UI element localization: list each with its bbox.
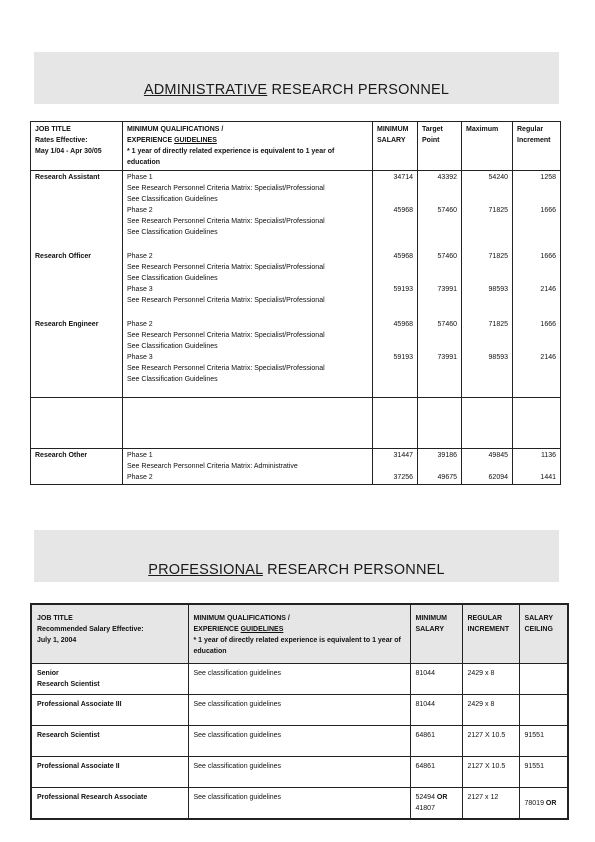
spacer [377, 341, 413, 352]
job-title-cell: Research Assistant [35, 174, 100, 181]
salary-value: 57460 [437, 207, 457, 214]
empty-cell [373, 398, 418, 449]
salary-value: 54240 [488, 174, 508, 181]
spacer [466, 330, 508, 341]
spacer [517, 194, 556, 205]
spacer [422, 295, 457, 306]
maximum-cell [462, 171, 513, 251]
min-salary-cell [410, 695, 462, 726]
regular-increment-cell: 2429 x 8 [462, 664, 519, 695]
spacer [422, 330, 457, 341]
spacer [517, 363, 556, 374]
spacer [422, 273, 457, 284]
salary-value: 71825 [488, 321, 508, 328]
guideline-note: See Classification Guidelines [127, 376, 218, 383]
guideline-note: See Classification Guidelines [127, 196, 218, 203]
blank-row [31, 398, 561, 449]
professional-salary-table [30, 603, 569, 820]
table-row [31, 449, 561, 485]
maximum-cell [462, 318, 513, 398]
admin-section-banner [34, 52, 559, 104]
job-title-line: Professional Associate II [37, 763, 120, 770]
phase-label: Phase 1 [127, 452, 153, 459]
phase-label: Phase 2 [127, 321, 153, 328]
min-salary-cell [373, 449, 418, 485]
phase-label: Phase 2 [127, 253, 153, 260]
admin-section-title: ADMINISTRATIVE RESEARCH PERSONNEL [143, 82, 450, 98]
empty-cell [462, 398, 513, 449]
empty-cell [418, 398, 462, 449]
phase-label: Phase 3 [127, 354, 153, 361]
job-title-header: JOB TITLE Rates Effective: May 1/04 - Apr 30/05 [31, 122, 123, 171]
qualifications-header: MINIMUM QUALIFICATIONS / EXPERIENCE GUIDELINES * 1 year of directly related experience is equivalent to 1 year of education [188, 604, 410, 664]
phase-label: Phase 3 [127, 286, 153, 293]
job-title-cell [31, 664, 188, 695]
target-point-cell [418, 250, 462, 318]
min-salary-value [416, 730, 457, 741]
table-row [31, 664, 568, 695]
spacer [422, 461, 457, 472]
salary-value: 37256 [393, 474, 413, 481]
regular-increment-cell [513, 250, 561, 318]
spacer [466, 273, 508, 284]
job-title-cell: Research Engineer [35, 321, 99, 328]
spacer [517, 295, 556, 306]
ceiling-amount: 78019 [524, 799, 544, 807]
salary-value: 45968 [393, 321, 413, 328]
target-point-cell [418, 318, 462, 398]
professional-table-header [31, 604, 568, 664]
spacer [377, 216, 413, 227]
salary-value: 62094 [488, 474, 508, 481]
table-row [31, 318, 561, 398]
spacer [517, 341, 556, 352]
ceiling-amount: 91551 [524, 763, 544, 770]
salary-value: 45968 [393, 207, 413, 214]
min-salary-alt: 41807 [415, 805, 435, 812]
min-salary-cell [410, 788, 462, 820]
spacer [422, 183, 457, 194]
spacer [466, 216, 508, 227]
guideline-note: See Research Personnel Criteria Matrix: Specialist/Professional [127, 218, 325, 225]
spacer [517, 216, 556, 227]
professional-section-title: PROFESSIONAL RESEARCH PERSONNEL [148, 562, 445, 578]
qualifications-cell [123, 171, 373, 251]
salary-value: 1666 [540, 253, 556, 260]
qualifications-cell: See classification guidelines [188, 788, 410, 820]
salary-ceiling-cell [519, 726, 568, 757]
salary-value: 71825 [488, 207, 508, 214]
spacer [127, 238, 368, 249]
salary-value: 1441 [540, 474, 556, 481]
spacer [422, 363, 457, 374]
table-row [31, 726, 568, 757]
qualifications-cell: See classification guidelines [188, 757, 410, 788]
spacer [422, 262, 457, 273]
empty-cell [513, 398, 561, 449]
spacer [517, 374, 556, 385]
qualifications-cell: See classification guidelines [188, 695, 410, 726]
min-salary-value [416, 668, 457, 679]
job-title-cell [31, 726, 188, 757]
salary-value: 2146 [540, 354, 556, 361]
job-title-line: Professional Associate III [37, 701, 122, 708]
spacer [127, 385, 368, 396]
guideline-note: See Classification Guidelines [127, 229, 218, 236]
salary-value: 1666 [540, 321, 556, 328]
qualifications-cell: See classification guidelines [188, 664, 410, 695]
table-row [31, 757, 568, 788]
salary-ceiling-cell [519, 664, 568, 695]
salary-value: 71825 [488, 253, 508, 260]
min-salary-header: MINIMUM SALARY [410, 604, 462, 664]
professional-section-banner [34, 530, 559, 582]
min-salary-value [416, 699, 457, 710]
or-label: OR [434, 794, 448, 801]
salary-value: 2146 [540, 286, 556, 293]
ceiling-amount: 91551 [524, 732, 544, 739]
job-title-line: Research Scientist [37, 681, 100, 688]
spacer [377, 374, 413, 385]
salary-value: 73991 [437, 286, 457, 293]
qualifications-cell [123, 318, 373, 398]
table-row [31, 788, 568, 820]
spacer [517, 262, 556, 273]
spacer [466, 363, 508, 374]
salary-value: 49845 [488, 452, 508, 459]
qualifications-cell [123, 250, 373, 318]
guideline-note: See Research Personnel Criteria Matrix: Specialist/Professional [127, 185, 325, 192]
regular-increment-cell [513, 318, 561, 398]
job-title-cell [31, 757, 188, 788]
target-point-header: Target Point [418, 122, 462, 171]
job-title-line: Senior [37, 670, 59, 677]
regular-increment-header: REGULAR INCREMENT [462, 604, 519, 664]
job-title-header: JOB TITLE Recommended Salary Effective: July 1, 2004 [31, 604, 188, 664]
min-salary-cell [373, 318, 418, 398]
qualifications-cell: See classification guidelines [188, 726, 410, 757]
min-salary-amount: 64861 [415, 732, 435, 739]
salary-value: 34714 [393, 174, 413, 181]
admin-table-body [31, 171, 561, 485]
spacer [466, 461, 508, 472]
guideline-note: See Research Personnel Criteria Matrix: Specialist/Professional [127, 365, 325, 372]
salary-value: 39186 [437, 452, 457, 459]
salary-ceiling-cell [519, 695, 568, 726]
spacer [377, 262, 413, 273]
spacer [377, 330, 413, 341]
salary-value: 43392 [437, 174, 457, 181]
professional-table-body [31, 664, 568, 820]
target-point-cell [418, 449, 462, 485]
job-title-line: Research Scientist [37, 732, 100, 739]
min-salary-amount: 81044 [415, 701, 435, 708]
spacer [466, 262, 508, 273]
min-salary-amount: 81044 [415, 670, 435, 677]
guideline-note: See Research Personnel Criteria Matrix: Specialist/Professional [127, 332, 325, 339]
table-row [31, 171, 561, 251]
salary-value: 98593 [488, 354, 508, 361]
regular-increment-cell: 2127 X 10.5 [462, 757, 519, 788]
spacer [377, 461, 413, 472]
spacer [422, 227, 457, 238]
salary-ceiling-cell [519, 757, 568, 788]
spacer [517, 273, 556, 284]
admin-salary-table [30, 121, 561, 485]
min-salary-amount: 64861 [415, 763, 435, 770]
salary-value: 49675 [437, 474, 457, 481]
table-row [31, 695, 568, 726]
regular-increment-cell [513, 449, 561, 485]
table-row [31, 250, 561, 318]
salary-value: 1136 [540, 452, 556, 459]
salary-ceiling-cell [519, 788, 568, 820]
salary-value: 73991 [437, 354, 457, 361]
or-label: OR [543, 799, 557, 807]
spacer [422, 216, 457, 227]
guideline-note: See Research Personnel Criteria Matrix: Administrative [127, 463, 298, 470]
spacer [377, 363, 413, 374]
salary-value: 45968 [393, 253, 413, 260]
spacer [422, 374, 457, 385]
spacer [377, 183, 413, 194]
salary-value: 98593 [488, 286, 508, 293]
salary-value: 57460 [437, 253, 457, 260]
min-salary-amount: 52494 [415, 794, 435, 801]
salary-value: 31447 [393, 452, 413, 459]
empty-cell [31, 398, 123, 449]
maximum-cell [462, 250, 513, 318]
spacer [377, 227, 413, 238]
min-salary-value [416, 761, 457, 772]
phase-label: Phase 1 [127, 174, 153, 181]
regular-increment-header: Regular Increment [513, 122, 561, 171]
min-salary-cell [373, 250, 418, 318]
job-title-cell: Research Officer [35, 253, 92, 260]
regular-increment-cell: 2127 x 12 [462, 788, 519, 820]
spacer [127, 306, 368, 317]
min-salary-header: MINIMUM SALARY [373, 122, 418, 171]
spacer [466, 227, 508, 238]
min-salary-cell [410, 726, 462, 757]
salary-value: 59193 [393, 286, 413, 293]
phase-label: Phase 2 [127, 207, 153, 214]
regular-increment-cell: 2127 X 10.5 [462, 726, 519, 757]
admin-table-header [31, 122, 561, 171]
spacer [466, 341, 508, 352]
salary-value: 1258 [540, 174, 556, 181]
maximum-cell [462, 449, 513, 485]
min-salary-cell [410, 664, 462, 695]
spacer [517, 183, 556, 194]
job-title-cell [31, 695, 188, 726]
job-title-line: Professional Research Associate [37, 794, 148, 801]
guideline-note: See Classification Guidelines [127, 343, 218, 350]
regular-increment-cell: 2429 x 8 [462, 695, 519, 726]
spacer [377, 273, 413, 284]
guideline-note: See Research Personnel Criteria Matrix: Specialist/Professional [127, 297, 325, 304]
salary-ceiling-header: SALARY CEILING [519, 604, 568, 664]
empty-cell [123, 398, 373, 449]
salary-value: 59193 [393, 354, 413, 361]
salary-value: 57460 [437, 321, 457, 328]
job-title-cell [31, 788, 188, 820]
phase-label: Phase 2 [127, 474, 153, 481]
spacer [517, 330, 556, 341]
spacer [466, 194, 508, 205]
guideline-note: See Research Personnel Criteria Matrix: Specialist/Professional [127, 264, 325, 271]
job-title-cell: Research Other [31, 449, 123, 485]
spacer [377, 194, 413, 205]
spacer [422, 194, 457, 205]
guideline-note: See Classification Guidelines [127, 275, 218, 282]
min-salary-cell [410, 757, 462, 788]
spacer [466, 374, 508, 385]
spacer [517, 461, 556, 472]
qualifications-header: MINIMUM QUALIFICATIONS / EXPERIENCE GUIDELINES * 1 year of directly related experience is equivalent to 1 year of education [123, 122, 373, 171]
spacer [517, 227, 556, 238]
spacer [466, 295, 508, 306]
min-salary-value [416, 792, 457, 803]
spacer [466, 183, 508, 194]
maximum-header: Maximum [462, 122, 513, 171]
salary-value: 1666 [540, 207, 556, 214]
min-salary-cell [373, 171, 418, 251]
regular-increment-cell [513, 171, 561, 251]
target-point-cell [418, 171, 462, 251]
spacer [422, 341, 457, 352]
qualifications-cell [123, 449, 373, 485]
spacer [377, 295, 413, 306]
